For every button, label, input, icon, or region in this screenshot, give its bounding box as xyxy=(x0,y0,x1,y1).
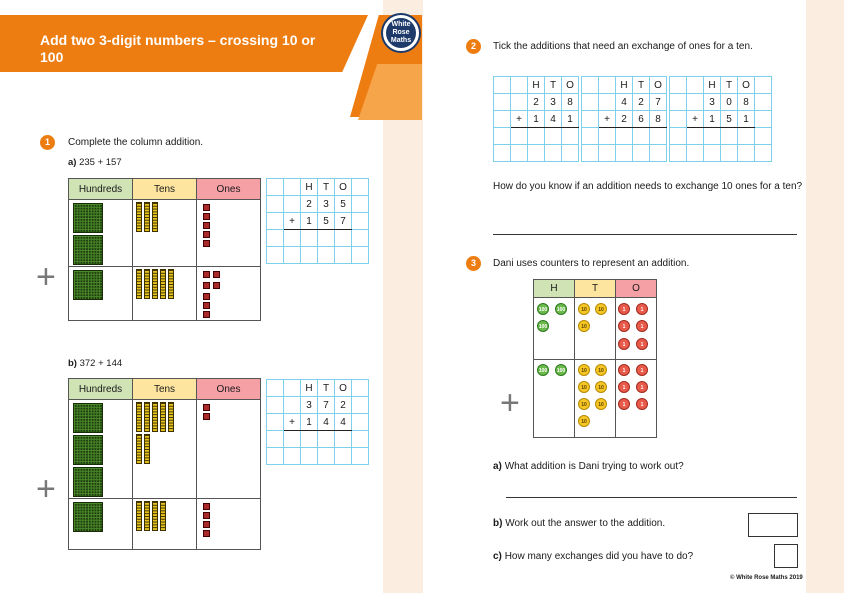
question-2-number: 2 xyxy=(466,39,481,54)
answer-cell[interactable] xyxy=(301,431,318,448)
one-counter: 1 xyxy=(618,338,630,350)
question-1-text: Complete the column addition. xyxy=(68,137,204,148)
q2-answer-line[interactable] xyxy=(493,234,797,235)
q3b-text: b) Work out the answer to the addition. xyxy=(493,518,666,529)
plus-sign: + xyxy=(36,258,56,296)
ten-counter: 10 xyxy=(595,381,607,393)
question-3-number: 3 xyxy=(466,256,481,271)
ten-counter: 10 xyxy=(578,303,590,315)
plus-sign: + xyxy=(36,470,56,508)
q2-grid-3: H T O 3 0 8 + 1 5 1 xyxy=(669,76,772,162)
one-counter: 1 xyxy=(636,381,648,393)
copyright: © White Rose Maths 2019 xyxy=(730,575,803,581)
one-counter: 1 xyxy=(618,381,630,393)
q3b-answer-box[interactable] xyxy=(748,513,798,537)
ten-counter: 10 xyxy=(578,364,590,376)
one-counter: 1 xyxy=(636,320,648,332)
one-counter: 1 xyxy=(618,303,630,315)
answer-cell[interactable] xyxy=(318,230,335,247)
plus-sign: + xyxy=(500,384,520,422)
q1b-column-grid: H T O 3 7 2 + 1 4 4 xyxy=(266,379,369,465)
q2-question: How do you know if an addition needs to exchange 10 ones for a ten? xyxy=(493,181,803,192)
q1b-place-value-chart: Hundreds Tens Ones xyxy=(68,378,261,550)
right-margin-strip xyxy=(806,0,844,593)
one-counter: 1 xyxy=(636,398,648,410)
answer-cell[interactable] xyxy=(318,431,335,448)
one-counter: 1 xyxy=(636,338,648,350)
answer-cell[interactable] xyxy=(301,230,318,247)
ten-counter: 10 xyxy=(595,398,607,410)
ten-counter: 10 xyxy=(578,320,590,332)
q1a-column-grid: H T O 2 3 5 + 1 5 7 xyxy=(266,178,369,264)
question-3-text: Dani uses counters to represent an addition. xyxy=(493,258,690,269)
answer-cell[interactable] xyxy=(284,431,301,448)
ten-counter: 10 xyxy=(578,415,590,427)
ten-counter: 10 xyxy=(595,303,607,315)
answer-cell[interactable] xyxy=(335,431,352,448)
one-counter: 1 xyxy=(618,398,630,410)
q3-place-value-chart: H T O xyxy=(533,279,657,438)
page-title: Add two 3-digit numbers – crossing 10 or 100 xyxy=(40,32,316,65)
q3c-answer-box[interactable] xyxy=(774,544,798,568)
q3c-text: c) How many exchanges did you have to do? xyxy=(493,551,694,562)
one-counter: 1 xyxy=(636,303,648,315)
q3a-answer-line[interactable] xyxy=(506,497,797,498)
one-counter: 1 xyxy=(618,320,630,332)
question-1-number: 1 xyxy=(40,135,55,150)
q1a-place-value-chart: Hundreds Tens Ones xyxy=(68,178,261,321)
q2-grid-2: H T O 4 2 7 + 2 6 8 xyxy=(581,76,667,162)
hundred-counter: 100 xyxy=(537,364,549,376)
hundred-counter: 100 xyxy=(537,303,549,315)
answer-cell[interactable] xyxy=(335,230,352,247)
ten-counter: 10 xyxy=(595,364,607,376)
hundred-counter: 100 xyxy=(555,364,567,376)
answer-cell[interactable] xyxy=(284,230,301,247)
one-counter: 1 xyxy=(618,364,630,376)
hundred-counter: 100 xyxy=(555,303,567,315)
q1a-expression: a) 235 + 157 xyxy=(68,157,122,168)
one-counter: 1 xyxy=(636,364,648,376)
ten-counter: 10 xyxy=(578,398,590,410)
q3a-text: a) What addition is Dani trying to work out? xyxy=(493,461,684,472)
white-rose-logo: White Rose Maths xyxy=(386,18,416,48)
question-2-text: Tick the additions that need an exchange of ones for a ten. xyxy=(493,41,753,52)
q2-grid-1: H T O 2 3 8 + 1 4 1 xyxy=(493,76,579,162)
q1b-expression: b) 372 + 144 xyxy=(68,358,123,369)
hundred-counter: 100 xyxy=(537,320,549,332)
ten-counter: 10 xyxy=(578,381,590,393)
